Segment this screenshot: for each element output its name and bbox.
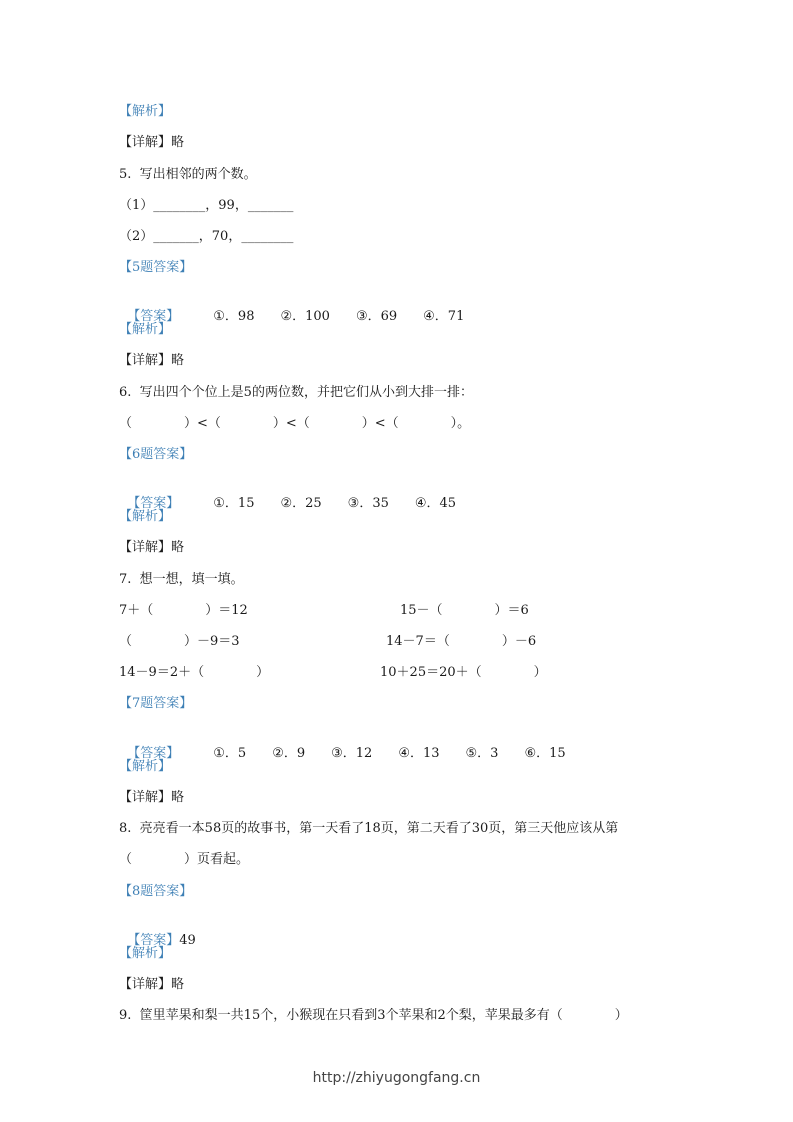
question-9: 9. 筐里苹果和梨一共15个，小猴现在只看到3个苹果和2个梨，苹果最多有（ ）: [119, 1008, 628, 1023]
question-7-row-3-left: 14－9＝2＋（ ）: [119, 665, 270, 680]
footer-url: http://zhiyugongfang.cn: [312, 1070, 481, 1086]
question-8: 8. 亮亮看一本58页的故事书，第一天看了18页，第二天看了30页，第三天他应该从第: [119, 821, 619, 836]
analysis-6: 【解析】: [119, 509, 172, 524]
analysis-7: 【解析】: [119, 759, 172, 774]
answer-8-heading: 【8题答案】: [119, 884, 193, 899]
question-7-row-1-right: 15－（ ）＝6: [400, 603, 529, 618]
answer-6-label: 【答案】: [127, 496, 180, 511]
question-7-row-2-right: 14－7＝（ ）－6: [386, 634, 537, 649]
analysis-5: 【解析】: [119, 322, 172, 337]
answer-5-heading: 【5题答案】: [119, 260, 193, 275]
question-7-row-1-left: 7＋（ ）＝12: [119, 603, 248, 618]
analysis-8: 【解析】: [119, 946, 172, 961]
question-5: 5. 写出相邻的两个数。: [119, 167, 257, 182]
answer-8-label: 【答案】: [127, 933, 180, 948]
question-8-continued: （ ）页看起。: [119, 852, 250, 867]
question-6: 6. 写出四个个位上是5的两位数，并把它们从小到大排一排：: [119, 385, 473, 400]
question-7-row-2-left: （ ）－9＝3: [119, 634, 240, 649]
answer-5-values: ①．98 ②．100 ③．69 ④．71: [213, 309, 465, 324]
detail-6: 【详解】略: [119, 540, 185, 555]
answer-6-values: ①．15 ②．25 ③．35 ④．45: [213, 496, 457, 511]
question-5-part-1: （1）________，99，_______: [119, 198, 294, 213]
question-7-row-3-right: 10＋25＝20＋（ ）: [380, 665, 547, 680]
question-7: 7. 想一想，填一填。: [119, 572, 244, 587]
detail-5: 【详解】略: [119, 353, 185, 368]
answer-7-row: [119, 727, 566, 763]
question-5-part-2: （2）_______，70，________: [119, 229, 294, 244]
detail-label: 【详解】略: [119, 135, 185, 150]
answer-7-label: 【答案】: [127, 746, 180, 761]
answer-5-label: 【答案】: [127, 309, 180, 324]
analysis-label: 【解析】: [119, 104, 172, 119]
detail-7: 【详解】略: [119, 790, 185, 805]
question-6-blanks: （ ）<（ ）<（ ）<（ ）。: [119, 416, 471, 431]
detail-8: 【详解】略: [119, 977, 185, 992]
answer-7-values: ①．5 ②．9 ③．12 ④．13 ⑤．3 ⑥．15: [213, 746, 566, 761]
answer-8-value: 49: [179, 933, 196, 948]
answer-7-heading: 【7题答案】: [119, 696, 193, 711]
answer-6-heading: 【6题答案】: [119, 447, 193, 462]
